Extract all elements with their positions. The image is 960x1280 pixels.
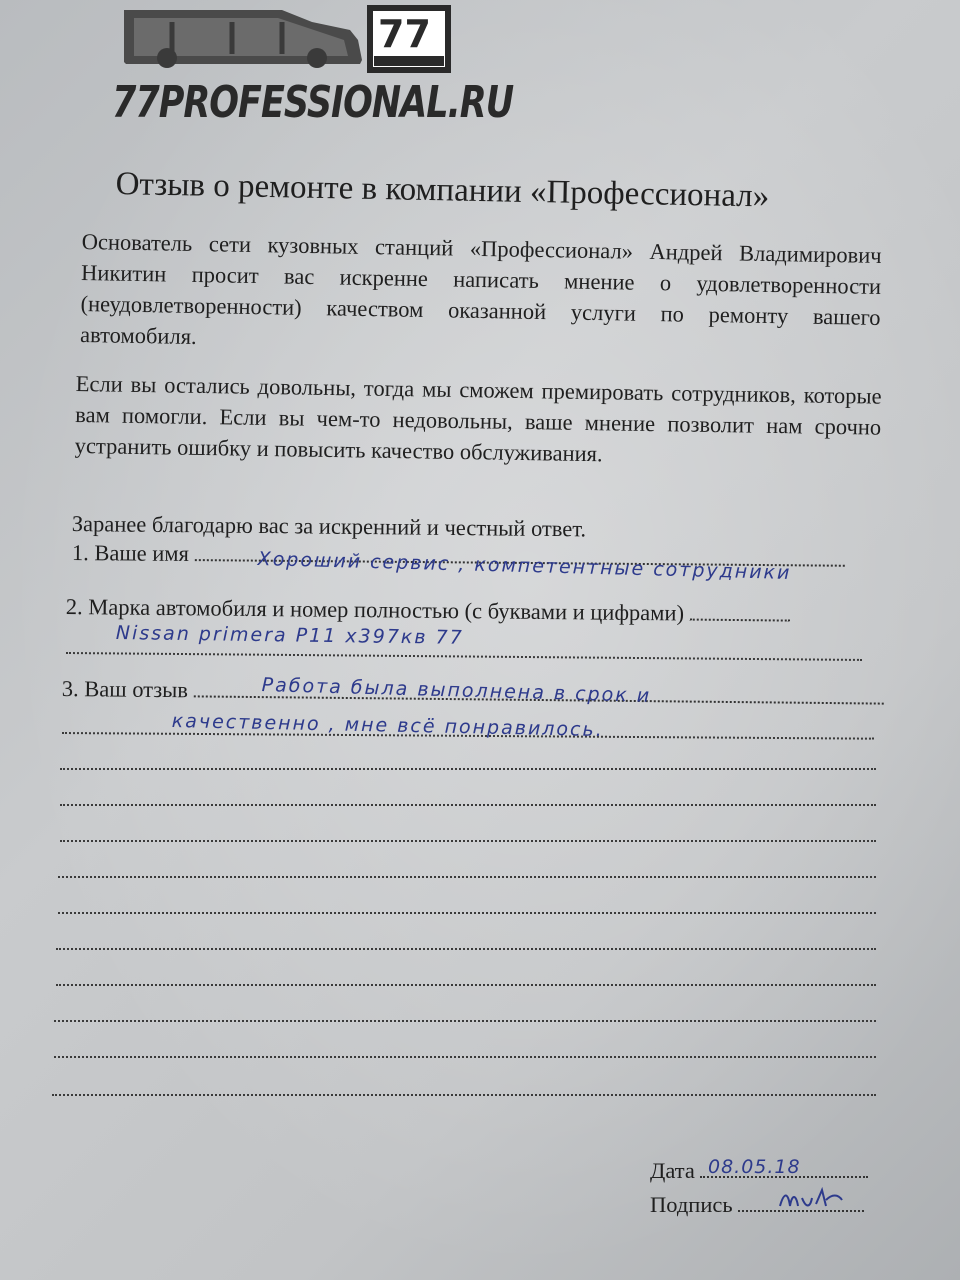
car-label: 2. Марка автомобиля и номер полностью (с буквами и цифрами) [65,594,685,626]
car-dotted-line [66,652,862,661]
thanks-paragraph: Заранее благодарю вас за искренний и честный ответ. [71,510,587,542]
review-handwritten-line2[interactable]: качественно , мне всё понравилось. [171,710,604,742]
logo-badge-number: 77 [378,12,431,56]
motivation-paragraph: Если вы остались довольны, тогда мы сможем премировать сотрудников, которые вам помогли. Если вы чем-то недовольны, ваше мнение позволит нам срочно устранить ошибку и повысить качество обслуживания. [74,370,882,467]
empty-line [58,876,876,878]
handwritten-signature-icon[interactable] [776,1184,846,1214]
empty-line [54,1020,876,1022]
empty-line [54,1056,876,1058]
empty-line [58,912,876,914]
empty-line [60,804,876,806]
empty-line [52,1094,876,1096]
empty-line [56,948,876,950]
intro-paragraph: Основатель сети кузовных станций «Профессионал» Андрей Владимирович Никитин просит вас искренне написать мнение о удовлетворенности (неудовлетворенности) качеством оказанной услуги по ремонту вашего автомобиля. [79,228,882,350]
empty-line [60,840,876,842]
empty-line [60,768,876,770]
review-label: 3. Ваш отзыв [61,676,189,703]
signature-label: Подпись [650,1192,733,1217]
date-handwritten-value[interactable]: 08.05.18 [708,1156,801,1178]
car-handwritten-value[interactable]: Nissan primera P11 х397кв 77 [115,622,464,649]
name-label: 1. Ваше имя [71,540,190,567]
empty-line [56,984,876,986]
page-title: Отзыв о ремонте в компании «Профессионал» [115,166,770,215]
review-handwritten-line1[interactable]: Работа была выполнена в срок и [261,674,652,707]
name-handwritten-value[interactable]: Хороший сервис , компетентные сотрудники [257,548,792,584]
logo-site-name: 77PROFESSIONAL.RU [112,78,514,128]
car-dotted-end [690,613,790,622]
date-label: Дата [650,1158,695,1183]
